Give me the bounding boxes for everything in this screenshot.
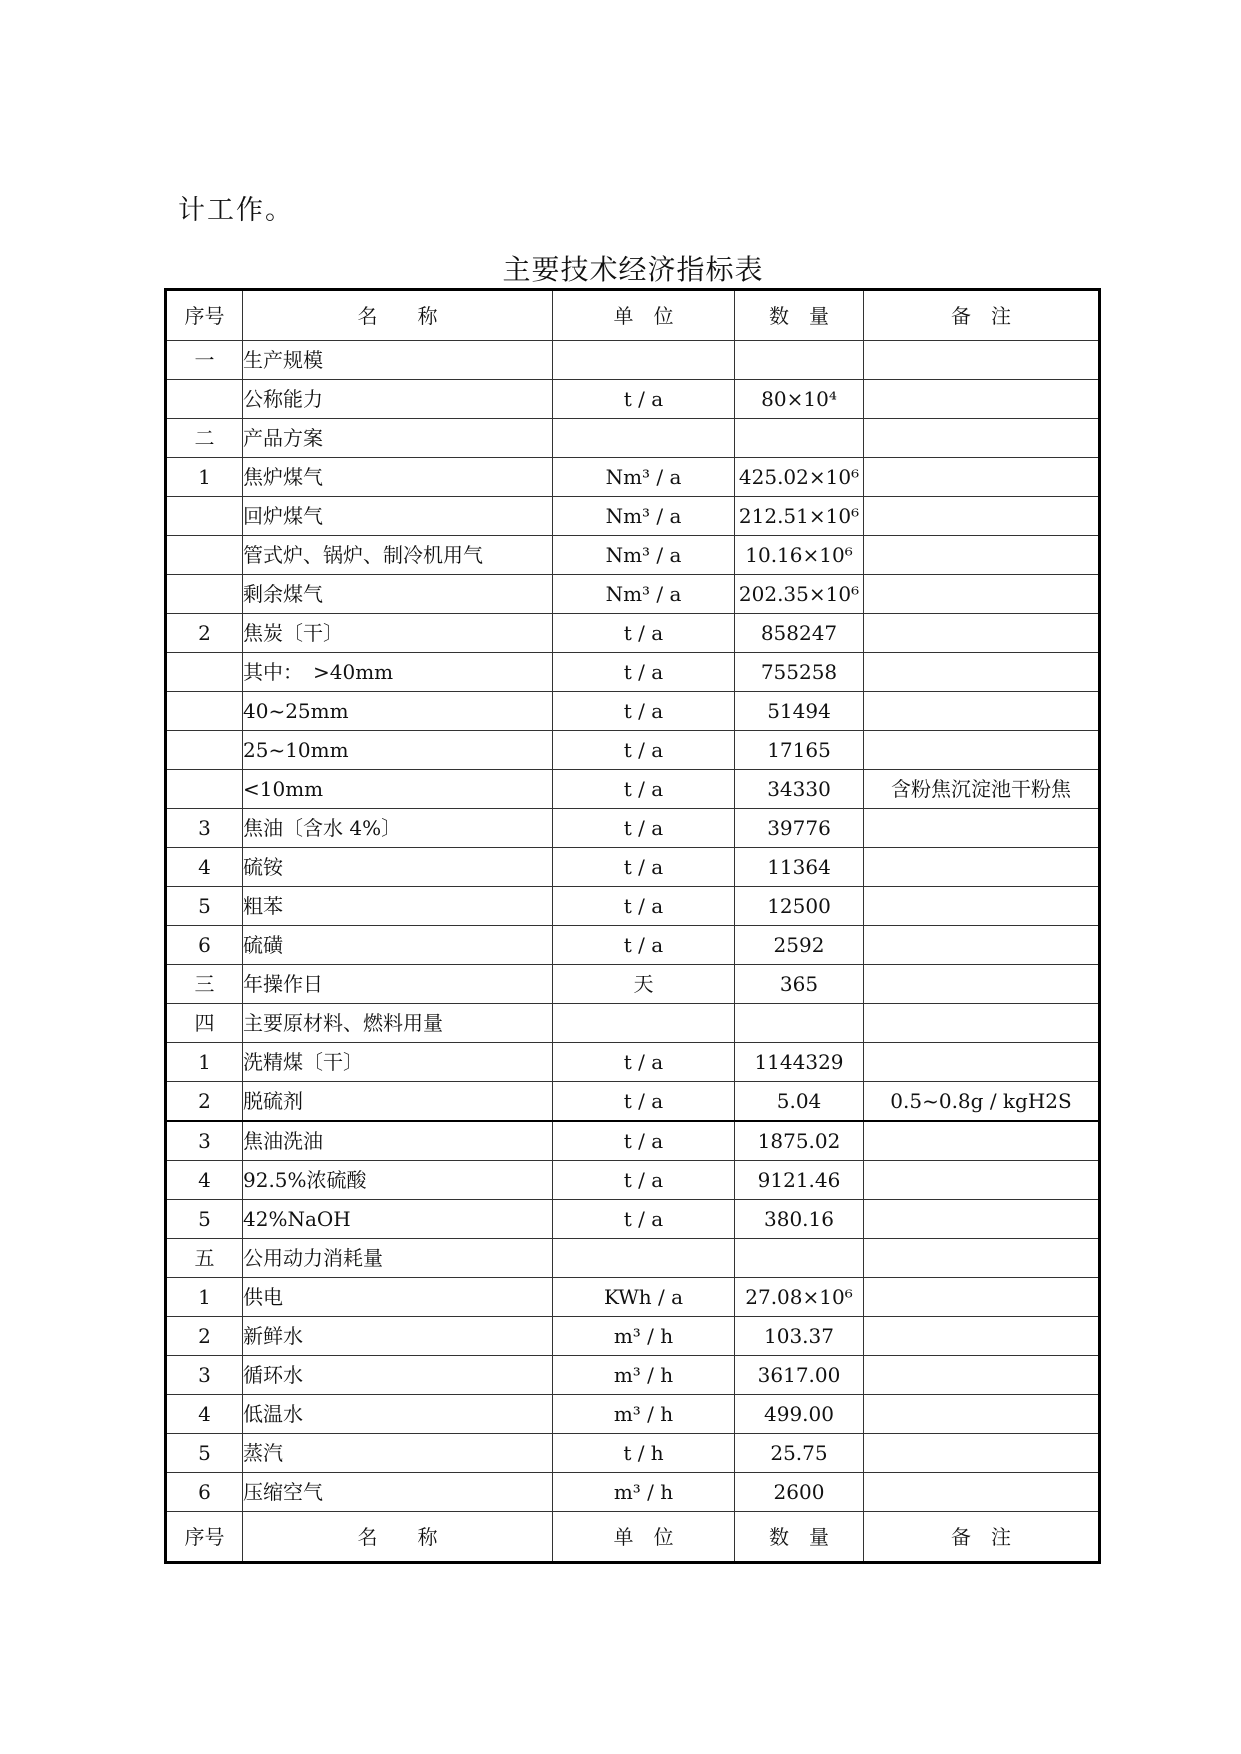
row-unit-cell: 天 [553,965,735,1004]
row-no-cell: 五 [166,1239,243,1278]
header-cell-no: 序号 [166,290,243,341]
row-remark-cell [864,887,1100,926]
row-name-cell: 主要原材料、燃料用量 [243,1004,553,1043]
row-unit-cell [553,1004,735,1043]
row-no-cell [166,575,243,614]
row-no-cell: 3 [166,1121,243,1161]
row-remark-cell [864,1395,1100,1434]
row-unit-cell: t / a [553,809,735,848]
row-no-cell: 二 [166,419,243,458]
row-remark-cell [864,1121,1100,1161]
row-remark-cell [864,653,1100,692]
row-remark-cell [864,497,1100,536]
row-unit-cell: t / a [553,926,735,965]
row-qty-cell [735,341,864,380]
row-qty-cell: 39776 [735,809,864,848]
row-unit-cell: m³ / h [553,1356,735,1395]
row-name-cell: 洗精煤〔干〕 [243,1043,553,1082]
row-remark-cell [864,575,1100,614]
row-unit-cell: t / a [553,1161,735,1200]
table-row [166,653,1100,692]
table-row [166,458,1100,497]
table-row [166,692,1100,731]
table-row [166,1004,1100,1043]
row-remark-cell [864,1004,1100,1043]
table-row [166,1161,1100,1200]
table-title: 主要技术经济指标表 [502,253,764,286]
row-no-cell: 4 [166,1161,243,1200]
row-remark-cell: 含粉焦沉淀池干粉焦 [864,770,1100,809]
row-qty-cell: 80×10⁴ [735,380,864,419]
table-row [166,926,1100,965]
table-row [166,497,1100,536]
row-name-cell: 粗苯 [243,887,553,926]
row-qty-cell: 755258 [735,653,864,692]
row-name-cell: 年操作日 [243,965,553,1004]
row-name-cell: 硫磺 [243,926,553,965]
row-no-cell [166,731,243,770]
row-unit-cell: t / a [553,380,735,419]
row-name-cell: 焦炭〔干〕 [243,614,553,653]
footer-header-cell-unit: 单 位 [553,1512,735,1563]
row-unit-cell: t / a [553,848,735,887]
row-qty-cell: 12500 [735,887,864,926]
row-name-cell: 供电 [243,1278,553,1317]
table-row [166,965,1100,1004]
row-remark-cell [864,1473,1100,1512]
row-no-cell: 5 [166,887,243,926]
row-unit-cell [553,419,735,458]
row-remark-cell [864,1239,1100,1278]
row-remark-cell [864,341,1100,380]
row-qty-cell: 103.37 [735,1317,864,1356]
row-unit-cell: t / a [553,731,735,770]
table-row [166,1082,1100,1122]
row-name-cell: <10mm [243,770,553,809]
row-unit-cell: Nm³ / a [553,575,735,614]
row-qty-cell: 3617.00 [735,1356,864,1395]
row-qty-cell [735,1004,864,1043]
row-qty-cell: 5.04 [735,1082,864,1122]
row-unit-cell: t / a [553,1121,735,1161]
row-qty-cell: 212.51×10⁶ [735,497,864,536]
row-no-cell: 三 [166,965,243,1004]
row-name-cell: 生产规模 [243,341,553,380]
row-no-cell: 3 [166,809,243,848]
row-no-cell: 一 [166,341,243,380]
footer-header-cell-name: 名 称 [243,1512,553,1563]
row-name-cell: 42%NaOH [243,1200,553,1239]
row-qty-cell: 10.16×10⁶ [735,536,864,575]
row-qty-cell: 17165 [735,731,864,770]
table-row [166,1239,1100,1278]
row-unit-cell: m³ / h [553,1473,735,1512]
lead-text: 计工作。 [178,195,294,226]
row-remark-cell [864,692,1100,731]
row-name-cell: 剩余煤气 [243,575,553,614]
row-unit-cell: t / a [553,614,735,653]
table-row [166,1434,1100,1473]
row-name-cell: 40~25mm [243,692,553,731]
table-row [166,575,1100,614]
row-qty-cell: 858247 [735,614,864,653]
table-row [166,1278,1100,1317]
row-qty-cell: 380.16 [735,1200,864,1239]
table-row [166,1043,1100,1082]
row-no-cell [166,380,243,419]
row-no-cell: 3 [166,1356,243,1395]
table-row [166,1473,1100,1512]
table-row [166,731,1100,770]
row-qty-cell: 365 [735,965,864,1004]
row-no-cell [166,653,243,692]
table-row [166,1356,1100,1395]
row-no-cell: 4 [166,848,243,887]
row-no-cell [166,497,243,536]
row-name-cell: 公称能力 [243,380,553,419]
row-name-cell: 公用动力消耗量 [243,1239,553,1278]
row-name-cell: 回炉煤气 [243,497,553,536]
table-row [166,848,1100,887]
indicator-table [164,288,1101,1564]
row-unit-cell: Nm³ / a [553,536,735,575]
footer-header-cell-no: 序号 [166,1512,243,1563]
row-remark-cell [864,1317,1100,1356]
row-qty-cell: 1144329 [735,1043,864,1082]
row-unit-cell: m³ / h [553,1395,735,1434]
row-no-cell: 5 [166,1200,243,1239]
row-no-cell [166,536,243,575]
row-name-cell: 新鲜水 [243,1317,553,1356]
row-unit-cell: t / a [553,1082,735,1122]
row-unit-cell: m³ / h [553,1317,735,1356]
row-qty-cell [735,1239,864,1278]
row-remark-cell [864,1043,1100,1082]
row-unit-cell: Nm³ / a [553,458,735,497]
row-no-cell [166,770,243,809]
row-unit-cell: KWh / a [553,1278,735,1317]
table-row [166,1317,1100,1356]
header-row-bottom [166,1512,1100,1563]
row-remark-cell [864,1434,1100,1473]
row-qty-cell [735,419,864,458]
row-qty-cell: 425.02×10⁶ [735,458,864,497]
table-row [166,419,1100,458]
row-qty-cell: 51494 [735,692,864,731]
indicator-table-body [166,290,1100,1563]
header-row-top [166,290,1100,341]
row-qty-cell: 1875.02 [735,1121,864,1161]
row-no-cell: 四 [166,1004,243,1043]
row-qty-cell: 2592 [735,926,864,965]
row-qty-cell: 499.00 [735,1395,864,1434]
row-unit-cell: t / a [553,1200,735,1239]
header-cell-unit: 单 位 [553,290,735,341]
row-name-cell: 焦油洗油 [243,1121,553,1161]
row-unit-cell: t / a [553,653,735,692]
row-name-cell: 其中： >40mm [243,653,553,692]
row-remark-cell [864,965,1100,1004]
row-qty-cell: 11364 [735,848,864,887]
row-remark-cell [864,536,1100,575]
row-no-cell: 1 [166,458,243,497]
header-cell-name: 名 称 [243,290,553,341]
row-unit-cell: t / a [553,887,735,926]
row-remark-cell [864,809,1100,848]
table-row [166,341,1100,380]
row-no-cell [166,692,243,731]
table-row [166,887,1100,926]
row-no-cell: 2 [166,1082,243,1122]
row-unit-cell: t / a [553,692,735,731]
row-name-cell: 脱硫剂 [243,1082,553,1122]
row-unit-cell [553,1239,735,1278]
table-row [166,1200,1100,1239]
row-remark-cell [864,380,1100,419]
row-no-cell: 4 [166,1395,243,1434]
row-no-cell: 1 [166,1278,243,1317]
row-no-cell: 6 [166,926,243,965]
row-name-cell: 蒸汽 [243,1434,553,1473]
table-row [166,536,1100,575]
row-name-cell: 焦油〔含水 4%〕 [243,809,553,848]
row-remark-cell [864,1200,1100,1239]
row-qty-cell: 202.35×10⁶ [735,575,864,614]
row-remark-cell [864,614,1100,653]
row-name-cell: 25~10mm [243,731,553,770]
row-remark-cell [864,458,1100,497]
table-row [166,770,1100,809]
row-unit-cell [553,341,735,380]
row-name-cell: 循环水 [243,1356,553,1395]
row-unit-cell: Nm³ / a [553,497,735,536]
row-remark-cell [864,419,1100,458]
row-qty-cell: 25.75 [735,1434,864,1473]
row-name-cell: 92.5%浓硫酸 [243,1161,553,1200]
row-name-cell: 焦炉煤气 [243,458,553,497]
row-no-cell: 5 [166,1434,243,1473]
row-qty-cell: 9121.46 [735,1161,864,1200]
header-cell-qty: 数 量 [735,290,864,341]
row-no-cell: 2 [166,1317,243,1356]
row-name-cell: 低温水 [243,1395,553,1434]
row-no-cell: 6 [166,1473,243,1512]
row-unit-cell: t / a [553,770,735,809]
row-remark-cell [864,731,1100,770]
table-row [166,809,1100,848]
row-name-cell: 产品方案 [243,419,553,458]
row-name-cell: 管式炉、锅炉、制冷机用气 [243,536,553,575]
row-no-cell: 1 [166,1043,243,1082]
table-row [166,1121,1100,1161]
table-row [166,380,1100,419]
row-remark-cell [864,926,1100,965]
footer-header-cell-remark: 备 注 [864,1512,1100,1563]
row-remark-cell [864,1356,1100,1395]
table-row [166,614,1100,653]
row-qty-cell: 2600 [735,1473,864,1512]
row-remark-cell [864,1161,1100,1200]
row-remark-cell [864,1278,1100,1317]
row-qty-cell: 27.08×10⁶ [735,1278,864,1317]
row-name-cell: 硫铵 [243,848,553,887]
footer-header-cell-qty: 数 量 [735,1512,864,1563]
header-cell-remark: 备 注 [864,290,1100,341]
row-qty-cell: 34330 [735,770,864,809]
row-remark-cell: 0.5~0.8g / kgH2S [864,1082,1100,1122]
row-unit-cell: t / a [553,1043,735,1082]
row-no-cell: 2 [166,614,243,653]
row-remark-cell [864,848,1100,887]
row-name-cell: 压缩空气 [243,1473,553,1512]
row-unit-cell: t / h [553,1434,735,1473]
table-row [166,1395,1100,1434]
